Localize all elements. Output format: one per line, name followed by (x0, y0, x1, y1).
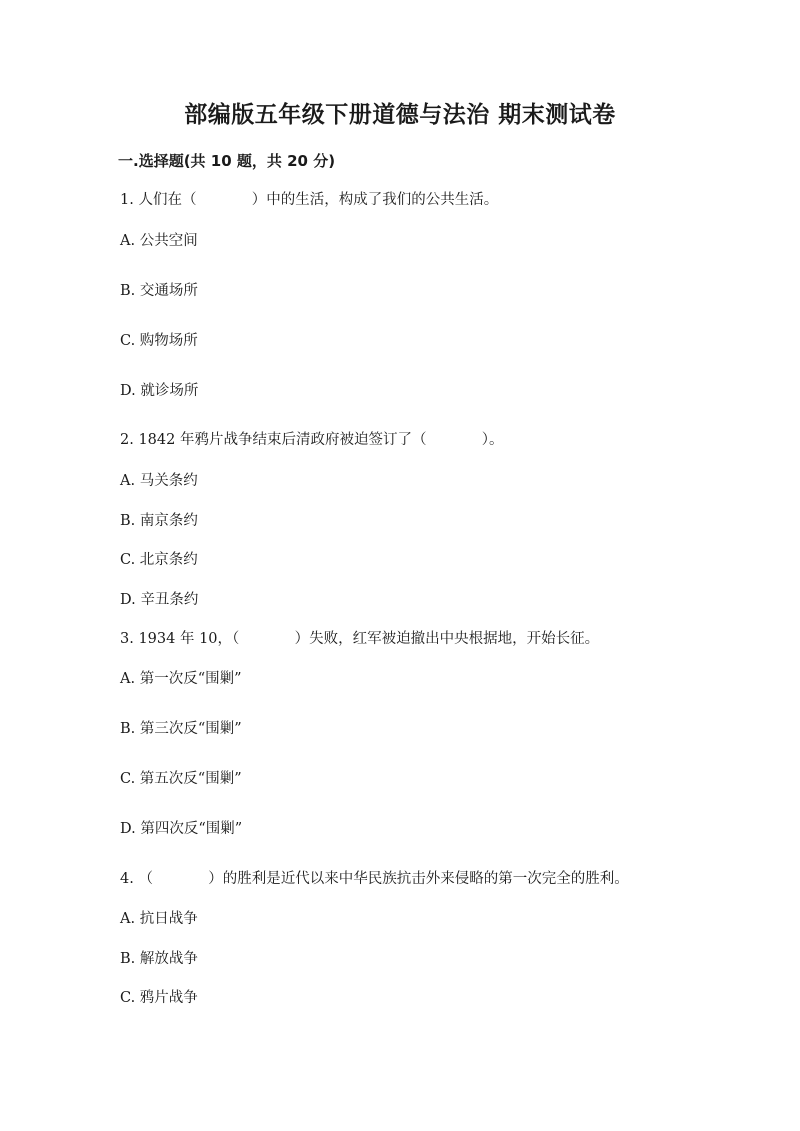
question-2-option-c: C. 北京条约 (120, 552, 198, 568)
page-title: 部编版五年级下册道德与法治 期末测试卷 (184, 102, 616, 128)
question-4-option-c: C. 鸦片战争 (120, 990, 198, 1006)
question-2-option-b: B. 南京条约 (120, 513, 198, 529)
question-3-option-b: B. 第三次反“围剿” (120, 721, 242, 737)
question-1-option-c: C. 购物场所 (120, 333, 198, 349)
question-4-option-b: B. 解放战争 (120, 951, 198, 967)
question-2-option-a: A. 马关条约 (120, 473, 198, 489)
question-2-stem: 2. 1842 年鸦片战争结束后清政府被迫签订了（ ）。 (120, 432, 504, 448)
question-1-option-d: D. 就诊场所 (120, 383, 199, 399)
question-3-stem: 3. 1934 年 10，（ ）失败，红军被迫撤出中央根据地，开始长征。 (120, 631, 600, 647)
question-4-option-a: A. 抗日战争 (120, 911, 198, 927)
question-1-option-b: B. 交通场所 (120, 283, 198, 299)
question-3-option-c: C. 第五次反“围剿” (120, 771, 242, 787)
question-1-stem: 1. 人们在（ ）中的生活，构成了我们的公共生活。 (120, 192, 499, 208)
question-3-option-d: D. 第四次反“围剿” (120, 821, 243, 837)
question-1-option-a: A. 公共空间 (120, 233, 198, 249)
section-heading: 一.选择题(共 10 题，共 20 分) (118, 152, 336, 170)
question-4-stem: 4. （ ）的胜利是近代以来中华民族抗击外来侵略的第一次完全的胜利。 (120, 871, 629, 887)
question-3-option-a: A. 第一次反“围剿” (120, 671, 242, 687)
question-2-option-d: D. 辛丑条约 (120, 592, 199, 608)
